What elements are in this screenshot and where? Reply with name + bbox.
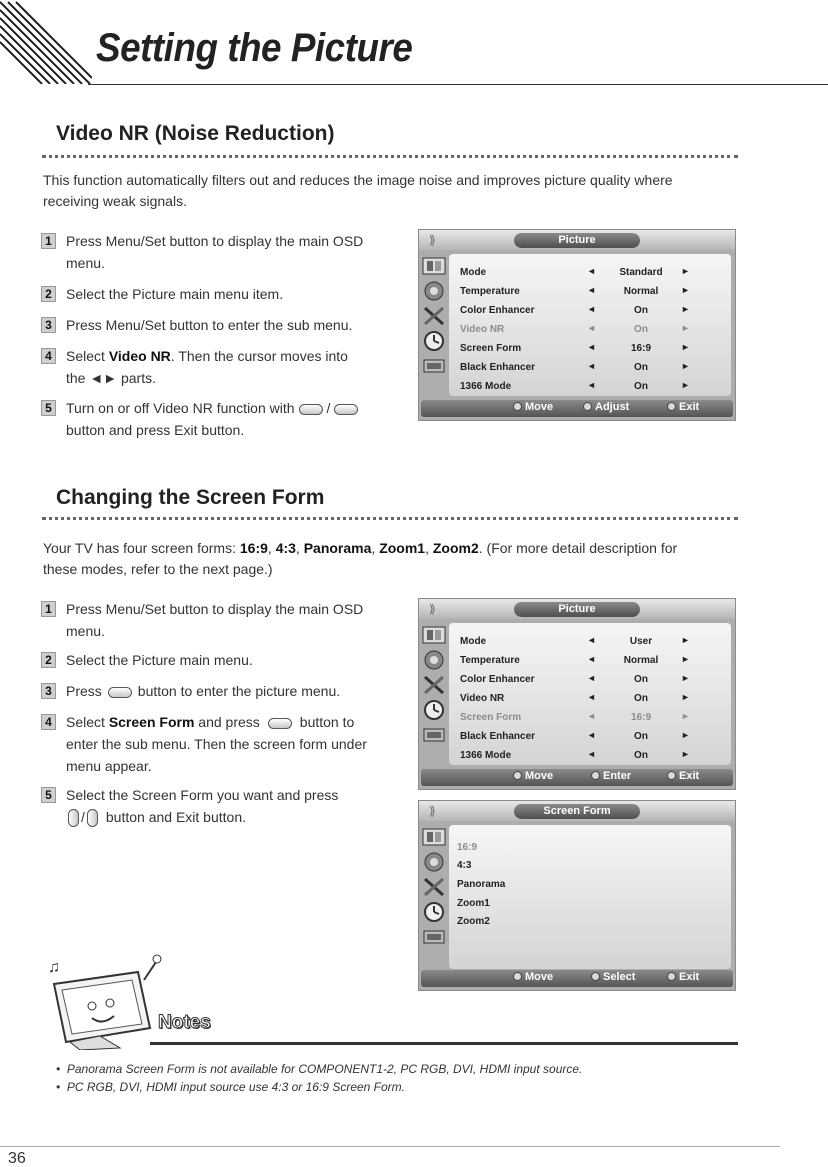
exit-button-icon	[667, 402, 676, 411]
arrow-right-icon: ►	[681, 342, 690, 352]
bullet-icon: •	[56, 1062, 61, 1076]
footer-exit: Exit	[667, 770, 699, 782]
osd-footer	[421, 400, 733, 417]
menu-arrow-icon: ⟫	[429, 233, 436, 247]
sound-icon	[421, 280, 447, 302]
arrow-right-icon: ►	[681, 711, 690, 721]
picture-icon	[421, 624, 447, 646]
step-text: Select the Picture main menu item.	[66, 286, 284, 302]
step-text: Press Menu/Set button to enter the sub menu.	[66, 317, 353, 333]
menu-term: Video NR	[108, 348, 171, 364]
arrow-left-icon: ◄	[587, 361, 596, 371]
screen-form-option[interactable]: Zoom1	[457, 898, 490, 909]
osd-screen-form-menu	[418, 800, 736, 991]
step-number: 3	[41, 683, 56, 699]
arrow-left-icon: ◄	[587, 285, 596, 295]
section-intro: This function automatically filters out and reduces the image noise and improves picture quality where receiving weak signals.	[43, 172, 673, 209]
arrow-right-icon: ►	[681, 304, 690, 314]
arrow-left-icon: ◄	[587, 673, 596, 683]
step-text: Press button to enter the picture menu.	[66, 683, 341, 699]
arrow-left-icon: ◄	[587, 749, 596, 759]
leftright-button-icon	[583, 402, 592, 411]
step-text: Select Screen Form and press button to enter the sub menu. Then the screen form under menu appear.	[66, 714, 367, 774]
footer-move: Move	[513, 770, 553, 782]
sound-icon	[421, 649, 447, 671]
arrow-right-icon: ►	[681, 635, 690, 645]
osd-menu-body	[449, 254, 731, 396]
menu-row-mode[interactable]: Mode ◄ Standard ►	[460, 266, 690, 278]
screen-form-option[interactable]: 16:9	[457, 842, 478, 853]
arrow-left-icon: ◄	[587, 692, 596, 702]
osd-picture-menu	[418, 229, 736, 421]
footer-move: Move	[513, 401, 553, 413]
step-number: 5	[41, 400, 56, 416]
arrow-right-icon: ►	[681, 692, 690, 702]
step-text: Press Menu/Set button to display the main OSD menu.	[66, 601, 364, 639]
screen-form-option[interactable]: Panorama	[457, 879, 506, 890]
sound-icon	[421, 851, 447, 873]
updown-button-icon	[513, 771, 522, 780]
osd-menu-body	[449, 825, 731, 969]
step-number: 1	[41, 601, 56, 617]
clock-icon	[421, 901, 447, 923]
arrow-left-icon: ◄	[587, 380, 596, 390]
tv-cartoon-icon	[40, 950, 165, 1050]
tools-icon	[421, 305, 447, 327]
step-text: Press Menu/Set button to display the main OSD menu.	[66, 233, 364, 271]
section-divider	[42, 517, 738, 520]
footer-exit: Exit	[667, 401, 699, 413]
menu-row-screen-form[interactable]: Screen Form ◄ 16:9 ►	[460, 342, 690, 354]
screen-form-option[interactable]: 4:3	[457, 860, 472, 871]
arrow-right-icon: ►	[681, 673, 690, 683]
step-number: 5	[41, 787, 56, 803]
menu-arrow-icon: ⟫	[429, 804, 436, 818]
section-heading-video-nr: Video NR (Noise Reduction)	[56, 122, 335, 145]
arrow-right-icon: ►	[681, 380, 690, 390]
enter-button-icon	[268, 718, 292, 729]
arrow-left-icon: ◄	[587, 304, 596, 314]
menu-row-video-nr[interactable]: Video NR ◄ On ►	[460, 692, 690, 704]
arrow-left-icon: ◄	[587, 635, 596, 645]
clock-icon	[421, 330, 447, 352]
footer-enter: Enter	[591, 770, 631, 782]
menu-row-color-enhancer[interactable]: Color Enhancer ◄ On ►	[460, 673, 690, 685]
step-text: Turn on or off Video NR function with / button and press Exit button.	[66, 397, 371, 441]
input-icon	[421, 355, 447, 377]
arrow-right-icon: ►	[681, 285, 690, 295]
osd-footer	[421, 769, 733, 786]
osd-title: Screen Form	[514, 804, 640, 819]
step-number: 2	[41, 286, 56, 302]
footer-select: Select	[591, 971, 635, 983]
input-icon	[421, 724, 447, 746]
arrow-left-icon: ◄	[587, 711, 596, 721]
step-text: Select Video NR. Then the cursor moves into the ◄► parts.	[66, 348, 348, 386]
step-number: 4	[41, 348, 56, 364]
down-button-icon	[87, 809, 98, 827]
arrow-right-icon: ►	[681, 654, 690, 664]
footer-move: Move	[513, 971, 553, 983]
select-button-icon	[591, 972, 600, 981]
menu-row-color-enhancer[interactable]: Color Enhancer ◄ On ►	[460, 304, 690, 316]
arrow-right-icon: ►	[681, 749, 690, 759]
exit-button-icon	[667, 972, 676, 981]
header-hatch-decoration	[0, 0, 92, 84]
step-text: Select the Screen Form you want and press / button and Exit button.	[66, 784, 371, 828]
menu-row-temperature[interactable]: Temperature ◄ Normal ►	[460, 285, 690, 297]
notes-title: Notes	[158, 1012, 211, 1033]
step-number: 1	[41, 233, 56, 249]
arrow-right-icon: ►	[681, 730, 690, 740]
menu-row-mode[interactable]: Mode ◄ User ►	[460, 635, 690, 647]
footer-adjust: Adjust	[583, 401, 629, 413]
menu-row-screen-form[interactable]: Screen Form ◄ 16:9 ►	[460, 711, 690, 723]
osd-title: Picture	[514, 233, 640, 248]
left-button-icon	[299, 404, 323, 415]
arrow-right-icon: ►	[681, 361, 690, 371]
tools-icon	[421, 876, 447, 898]
right-button-icon	[334, 404, 358, 415]
arrow-right-icon: ►	[681, 323, 690, 333]
menu-row-1366-mode[interactable]: 1366 Mode ◄ On ►	[460, 380, 690, 392]
section-intro: Your TV has four screen forms: 16:9, 4:3, Panorama, Zoom1, Zoom2. (For more detail description for these modes, refer to the next page.)	[43, 540, 678, 577]
updown-button-icon	[513, 972, 522, 981]
arrow-left-icon: ◄	[587, 342, 596, 352]
up-button-icon	[68, 809, 79, 827]
step-number: 2	[41, 652, 56, 668]
enter-button-icon	[591, 771, 600, 780]
osd-picture-menu	[418, 598, 736, 790]
menu-row-black-enhancer[interactable]: Black Enhancer ◄ On ►	[460, 730, 690, 742]
menu-term: Screen Form	[108, 714, 195, 730]
page-title: Setting the Picture	[96, 26, 413, 70]
footer-exit: Exit	[667, 971, 699, 983]
arrow-left-icon: ◄	[587, 730, 596, 740]
picture-icon	[421, 255, 447, 277]
screen-form-option[interactable]: Zoom2	[457, 916, 490, 927]
menu-row-1366-mode[interactable]: 1366 Mode ◄ On ►	[460, 749, 690, 761]
osd-title: Picture	[514, 602, 640, 617]
input-icon	[421, 926, 447, 948]
picture-icon	[421, 826, 447, 848]
page-number: 36	[8, 1150, 26, 1167]
exit-button-icon	[667, 771, 676, 780]
osd-footer	[421, 970, 733, 987]
menu-row-black-enhancer[interactable]: Black Enhancer ◄ On ►	[460, 361, 690, 373]
step-text: Select the Picture main menu.	[66, 652, 253, 668]
osd-menu-body	[449, 623, 731, 765]
menu-row-temperature[interactable]: Temperature ◄ Normal ►	[460, 654, 690, 666]
section-divider	[42, 155, 738, 158]
menu-row-video-nr[interactable]: Video NR ◄ On ►	[460, 323, 690, 335]
arrow-left-icon: ◄	[587, 654, 596, 664]
updown-button-icon	[513, 402, 522, 411]
section-heading-screen-form: Changing the Screen Form	[56, 486, 325, 509]
note-item: • Panorama Screen Form is not available for COMPONENT1-2, PC RGB, DVI, HDMI input source.	[56, 1062, 583, 1076]
tools-icon	[421, 674, 447, 696]
arrow-left-icon: ◄	[587, 323, 596, 333]
title-underline	[88, 84, 828, 85]
footer-rule	[0, 1146, 780, 1147]
step-number: 4	[41, 714, 56, 730]
arrow-right-icon: ►	[681, 266, 690, 276]
svg-text:♫: ♫	[48, 959, 60, 976]
bullet-icon: •	[56, 1080, 61, 1094]
enter-button-icon	[108, 687, 132, 698]
menu-arrow-icon: ⟫	[429, 602, 436, 616]
notes-underline	[150, 1042, 738, 1045]
note-item: • PC RGB, DVI, HDMI input source use 4:3 or 16:9 Screen Form.	[56, 1080, 406, 1094]
step-number: 3	[41, 317, 56, 333]
arrow-left-icon: ◄	[587, 266, 596, 276]
clock-icon	[421, 699, 447, 721]
